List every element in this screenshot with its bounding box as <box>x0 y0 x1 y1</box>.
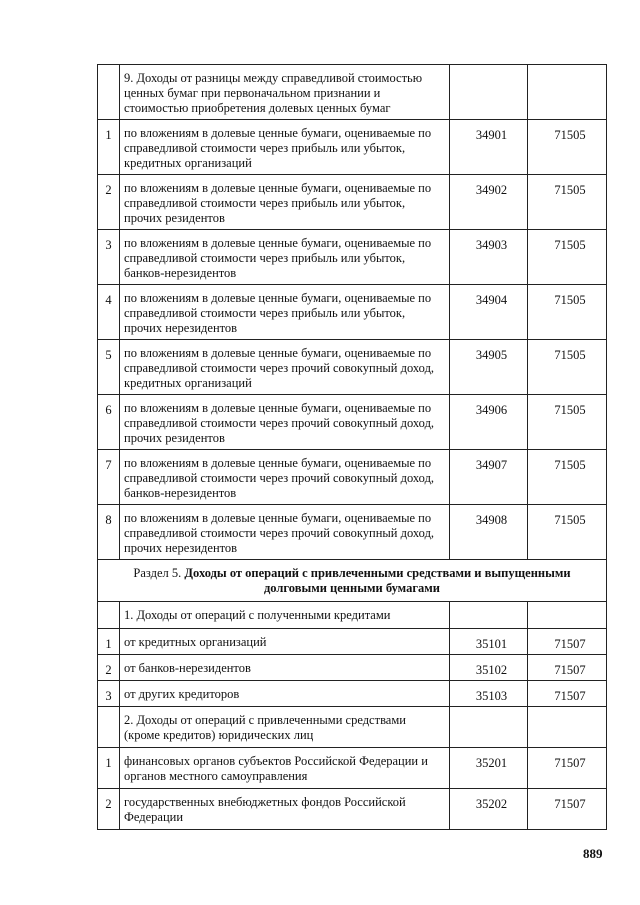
row-number: 3 <box>98 230 120 285</box>
row-symbol: 71505 <box>528 340 607 395</box>
table-row <box>98 120 607 175</box>
row-number: 5 <box>98 340 120 395</box>
row-number: 4 <box>98 285 120 340</box>
row-code: 34908 <box>450 505 528 560</box>
table-row <box>98 748 607 789</box>
table-row <box>98 629 607 655</box>
row-code: 34905 <box>450 340 528 395</box>
row-number: 2 <box>98 789 120 830</box>
row-code: 35201 <box>450 748 528 789</box>
row-description: по вложениям в долевые ценные бумаги, оцениваемые по справедливой стоимости через прочий совокупный доход, прочих резидентов <box>120 395 450 450</box>
row-symbol: 71505 <box>528 230 607 285</box>
row-number: 2 <box>98 655 120 681</box>
row-symbol <box>528 602 607 629</box>
row-code: 34902 <box>450 175 528 230</box>
accounts-table <box>97 64 607 830</box>
row-code: 35103 <box>450 681 528 707</box>
row-description: финансовых органов субъектов Российской Федерации и органов местного самоуправления <box>120 748 450 789</box>
row-description: по вложениям в долевые ценные бумаги, оцениваемые по справедливой стоимости через прибыль или убыток, кредитных организаций <box>120 120 450 175</box>
row-symbol: 71505 <box>528 120 607 175</box>
table-row <box>98 285 607 340</box>
table-row <box>98 505 607 560</box>
row-number <box>98 65 120 120</box>
row-symbol: 71507 <box>528 629 607 655</box>
row-symbol: 71507 <box>528 655 607 681</box>
row-symbol: 71505 <box>528 175 607 230</box>
row-description: от банков-нерезидентов <box>120 655 450 681</box>
section-title: Доходы от операций с привлеченными средствами и выпущенными долговыми ценными бумагами <box>184 566 571 595</box>
row-symbol <box>528 707 607 748</box>
row-code: 34904 <box>450 285 528 340</box>
row-code <box>450 602 528 629</box>
row-symbol <box>528 65 607 120</box>
table-row <box>98 175 607 230</box>
page-number: 889 <box>583 846 603 861</box>
row-symbol: 71505 <box>528 395 607 450</box>
row-symbol: 71505 <box>528 505 607 560</box>
row-code: 34903 <box>450 230 528 285</box>
row-number <box>98 602 120 629</box>
row-symbol: 71505 <box>528 450 607 505</box>
table-row <box>98 655 607 681</box>
table-row <box>98 230 607 285</box>
row-code: 35102 <box>450 655 528 681</box>
row-description: по вложениям в долевые ценные бумаги, оцениваемые по справедливой стоимости через прибыль или убыток, прочих резидентов <box>120 175 450 230</box>
row-code: 34901 <box>450 120 528 175</box>
row-description: по вложениям в долевые ценные бумаги, оцениваемые по справедливой стоимости через прочий совокупный доход, банков-нерезидентов <box>120 450 450 505</box>
row-description: 1. Доходы от операций с полученными кредитами <box>120 602 450 629</box>
row-description: 2. Доходы от операций с привлеченными средствами (кроме кредитов) юридических лиц <box>120 707 450 748</box>
row-symbol: 71507 <box>528 789 607 830</box>
row-description: государственных внебюджетных фондов Российской Федерации <box>120 789 450 830</box>
row-number: 8 <box>98 505 120 560</box>
table-row <box>98 395 607 450</box>
row-description: 9. Доходы от разницы между справедливой стоимостью ценных бумаг при первоначальном признании и стоимостью приобретения долевых ценных бумаг <box>120 65 450 120</box>
row-description: по вложениям в долевые ценные бумаги, оцениваемые по справедливой стоимости через прибыль или убыток, банков-нерезидентов <box>120 230 450 285</box>
row-description: по вложениям в долевые ценные бумаги, оцениваемые по справедливой стоимости через прочий совокупный доход, прочих нерезидентов <box>120 505 450 560</box>
section-header-row <box>98 560 607 602</box>
row-number: 2 <box>98 175 120 230</box>
row-description: от кредитных организаций <box>120 629 450 655</box>
table-row <box>98 707 607 748</box>
row-number: 1 <box>98 629 120 655</box>
row-number: 3 <box>98 681 120 707</box>
section-header <box>98 560 607 602</box>
row-number <box>98 707 120 748</box>
row-description: от других кредиторов <box>120 681 450 707</box>
section-prefix: Раздел 5. <box>133 566 182 580</box>
row-number: 1 <box>98 748 120 789</box>
table-row <box>98 340 607 395</box>
row-number: 7 <box>98 450 120 505</box>
table-row <box>98 789 607 830</box>
row-code <box>450 65 528 120</box>
table-row <box>98 450 607 505</box>
table-row <box>98 602 607 629</box>
row-description: по вложениям в долевые ценные бумаги, оцениваемые по справедливой стоимости через прочий совокупный доход, кредитных организаций <box>120 340 450 395</box>
row-code: 35202 <box>450 789 528 830</box>
row-symbol: 71507 <box>528 681 607 707</box>
row-code: 35101 <box>450 629 528 655</box>
row-symbol: 71505 <box>528 285 607 340</box>
row-number: 6 <box>98 395 120 450</box>
row-code: 34906 <box>450 395 528 450</box>
table-row <box>98 681 607 707</box>
row-description: по вложениям в долевые ценные бумаги, оцениваемые по справедливой стоимости через прибыль или убыток, прочих нерезидентов <box>120 285 450 340</box>
table-row <box>98 65 607 120</box>
row-number: 1 <box>98 120 120 175</box>
row-code: 34907 <box>450 450 528 505</box>
row-code <box>450 707 528 748</box>
row-symbol: 71507 <box>528 748 607 789</box>
